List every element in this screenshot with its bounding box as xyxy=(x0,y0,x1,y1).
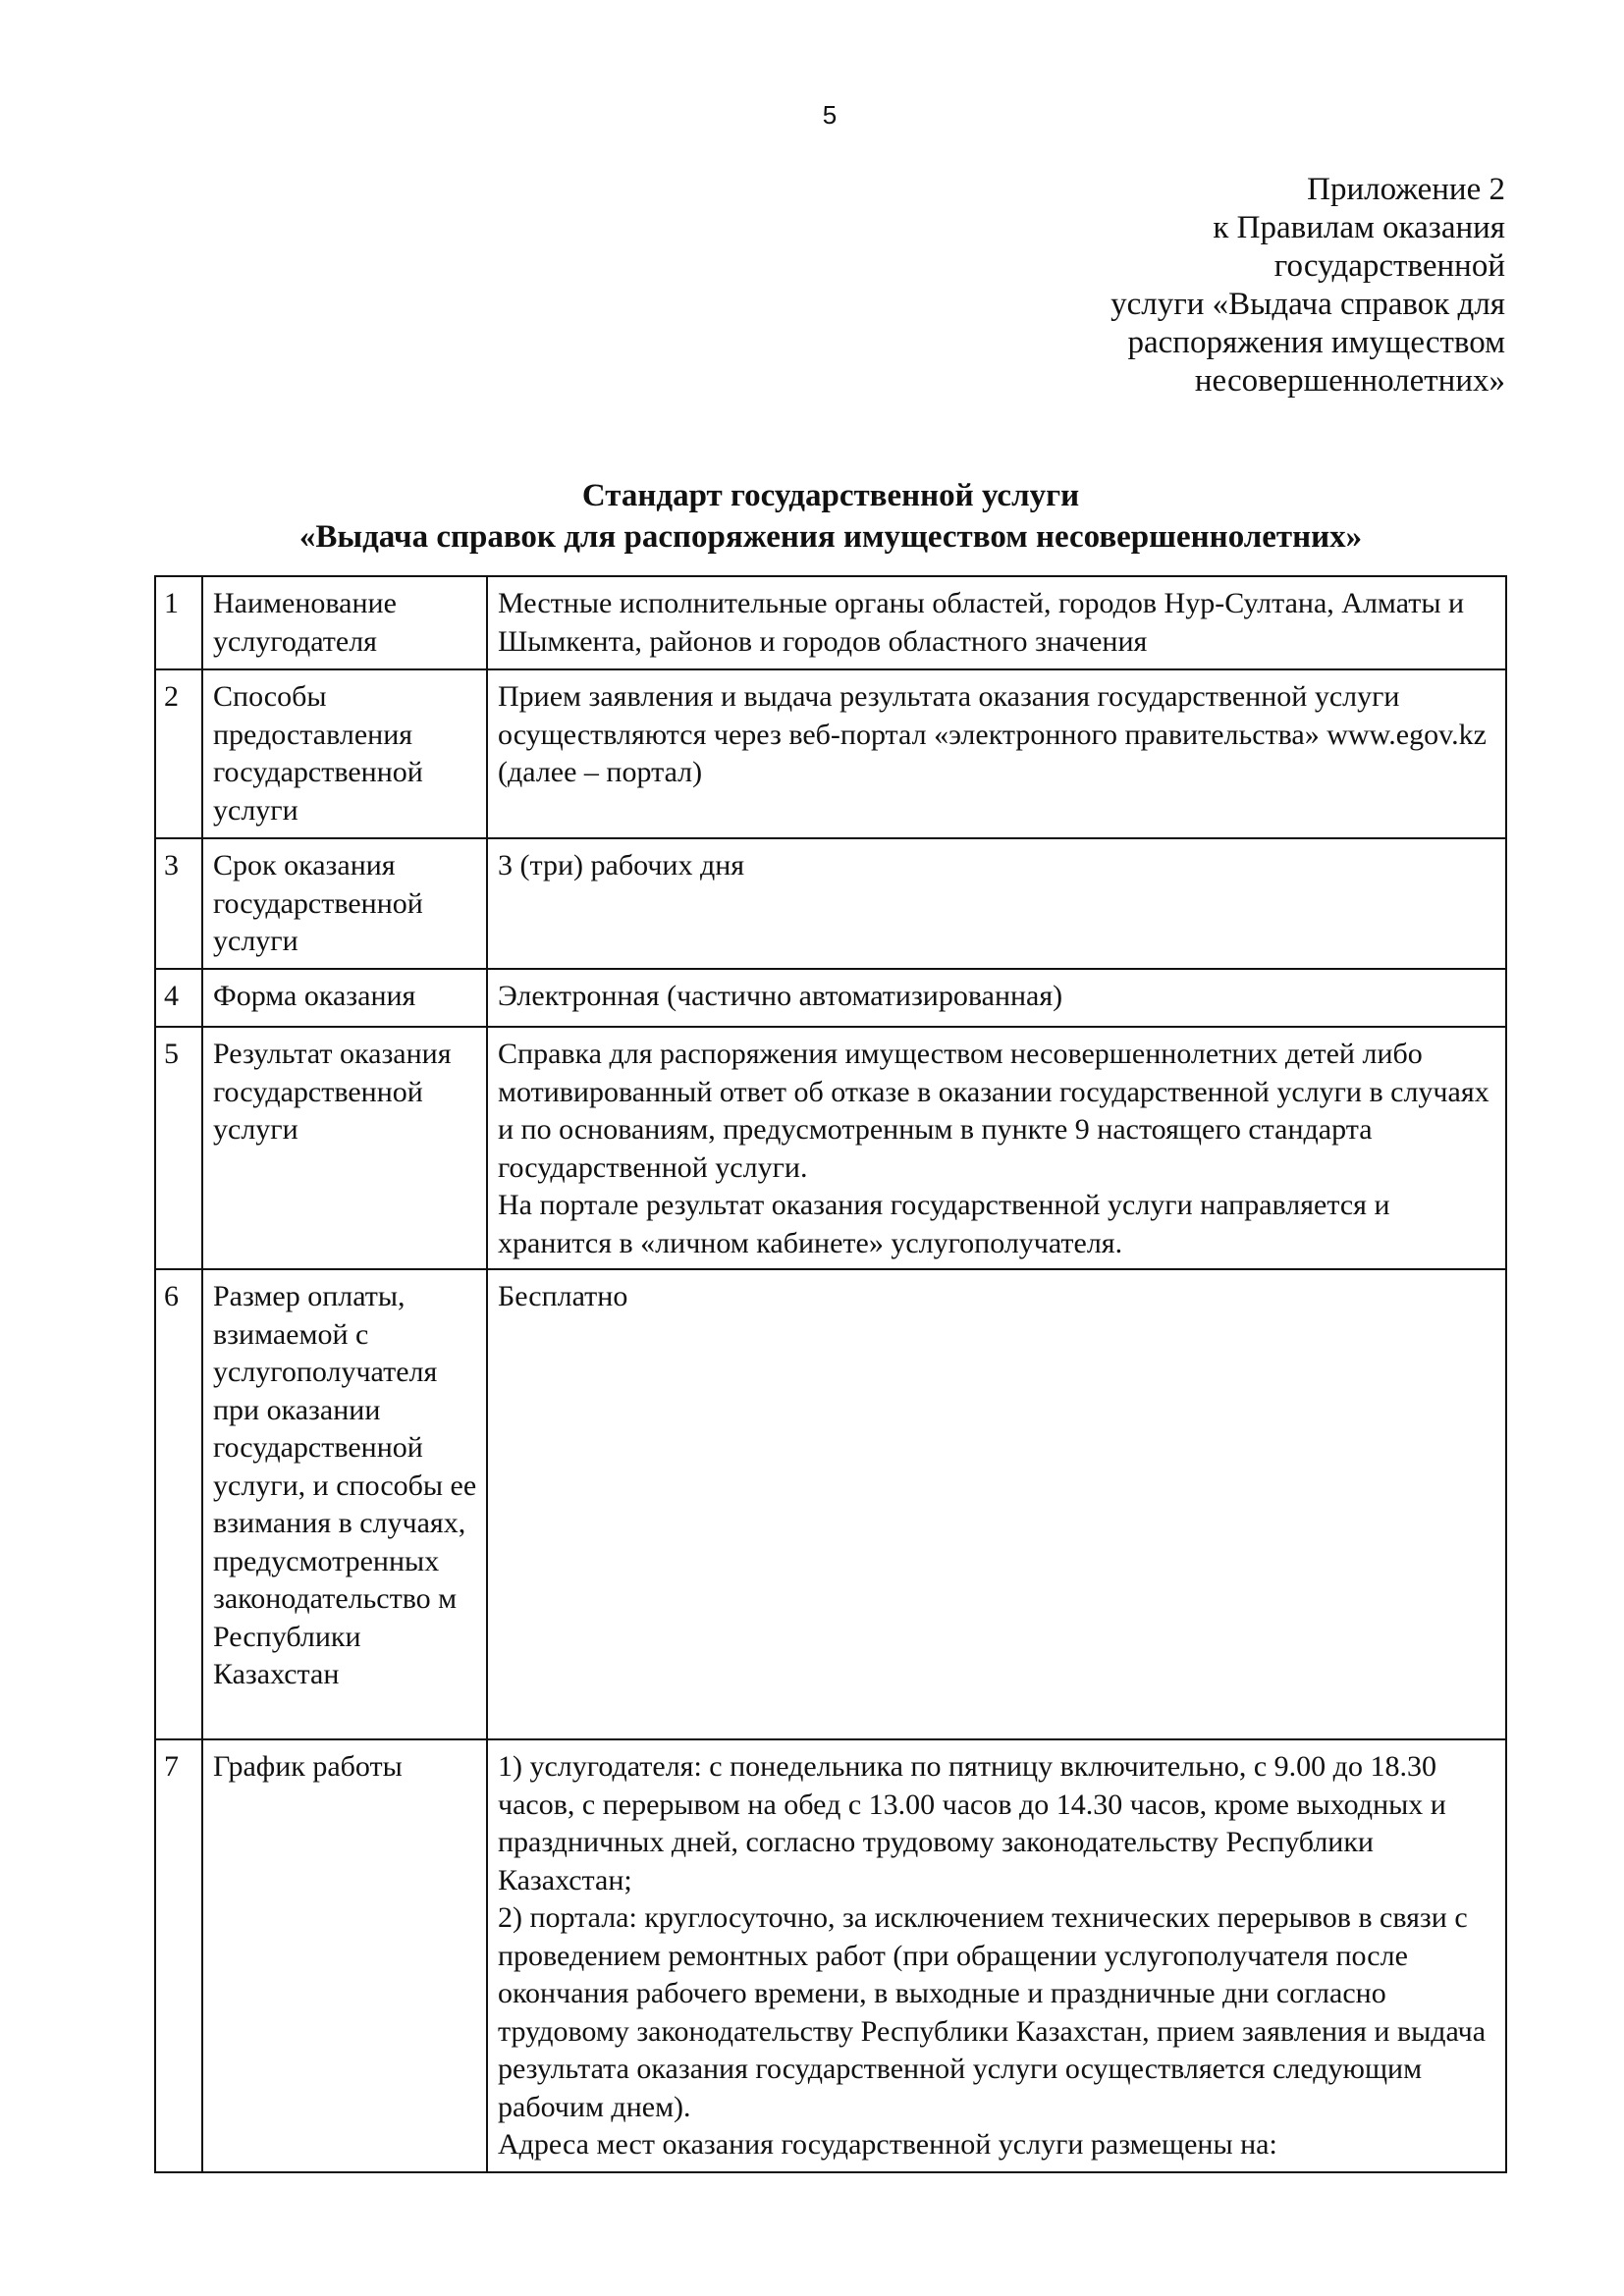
table-row xyxy=(155,1269,1506,1739)
row-value xyxy=(487,969,1506,1027)
table-row xyxy=(155,1739,1506,2172)
row-number: 6 xyxy=(155,1269,202,1739)
value-paragraph: Электронная (частично автоматизированная) xyxy=(498,980,1063,1012)
value-paragraph: 2) портала: круглосуточно, за исключением технических перерывов в связи с проведением ремонтных работ (при обращении услугополучателя после окончания рабочего времени, в выходные и праздничные дни согласно трудовому законодательству Республики Казахстан, прием заявления и выдача результата оказания государственной услуги осуществляется следующим рабочим днем). xyxy=(498,1901,1487,2123)
page-number: 5 xyxy=(822,100,838,130)
row-value xyxy=(487,1269,1506,1739)
value-paragraph: На портале результат оказания государственной услуги направляется и хранится в «личном кабинете» услугополучателя. xyxy=(498,1189,1390,1259)
appendix-line: государственной xyxy=(1273,248,1505,284)
value-paragraph: 3 (три) рабочих дня xyxy=(498,849,745,881)
table-row xyxy=(155,838,1506,969)
appendix-line: услуги «Выдача справок для xyxy=(1110,287,1505,322)
appendix-line: Приложение 2 xyxy=(1307,172,1505,207)
row-value xyxy=(487,1739,1506,2172)
table-row xyxy=(155,669,1506,838)
standard-table xyxy=(154,575,1507,2173)
row-number: 7 xyxy=(155,1739,202,2172)
row-number: 5 xyxy=(155,1027,202,1269)
row-value xyxy=(487,669,1506,838)
table-row xyxy=(155,1027,1506,1269)
row-name: Способы предоставления государственной услуги xyxy=(202,669,487,838)
title-line-1: Стандарт государственной услуги xyxy=(581,478,1080,513)
row-value xyxy=(487,1027,1506,1269)
appendix-header xyxy=(1110,171,1505,400)
value-paragraph: Местные исполнительные органы областей, городов Нур-Султана, Алматы и Шымкента, районов и городов областного значения xyxy=(498,587,1465,658)
row-number: 1 xyxy=(155,576,202,669)
row-number: 3 xyxy=(155,838,202,969)
appendix-line: распоряжения имуществом xyxy=(1127,325,1505,360)
document-title xyxy=(154,475,1507,558)
value-paragraph: Бесплатно xyxy=(498,1280,628,1312)
row-number: 4 xyxy=(155,969,202,1027)
title-line-2: «Выдача справок для распоряжения имуществом несовершеннолетних» xyxy=(298,519,1363,555)
value-paragraph: Адреса мест оказания государственной услуги размещены на: xyxy=(498,2128,1277,2161)
row-name: График работы xyxy=(202,1739,487,2172)
appendix-line: к Правилам оказания xyxy=(1213,210,1505,245)
value-paragraph: Прием заявления и выдача результата оказания государственной услуги осуществляются через веб-портал «электронного правительства» www.egov.kz (далее – портал) xyxy=(498,680,1487,788)
row-name: Форма оказания xyxy=(202,969,487,1027)
row-name: Результат оказания государственной услуги xyxy=(202,1027,487,1269)
row-value xyxy=(487,838,1506,969)
row-value xyxy=(487,576,1506,669)
appendix-line: несовершеннолетних» xyxy=(1194,363,1505,399)
value-paragraph: 1) услугодателя: с понедельника по пятницу включительно, с 9.00 до 18.30 часов, с перерывом на обед с 13.00 часов до 14.30 часов, кроме выходных и праздничных дней, согласно трудовому законодательству Республики Казахстан; xyxy=(498,1750,1446,1896)
table-row xyxy=(155,969,1506,1027)
row-name: Наименование услугодателя xyxy=(202,576,487,669)
table-row xyxy=(155,576,1506,669)
row-name: Срок оказания государственной услуги xyxy=(202,838,487,969)
value-paragraph: Справка для распоряжения имуществом несовершеннолетних детей либо мотивированный ответ об отказе в оказании государственной услуги в случаях и по основаниям, предусмотренным в пункте 9 настоящего стандарта государственной услуги. xyxy=(498,1038,1489,1184)
row-name: Размер оплаты, взимаемой с услугополучателя при оказании государственной услуги, и способы ее взимания в случаях, предусмотренных законодательство м Республики Казахстан xyxy=(202,1269,487,1739)
row-number: 2 xyxy=(155,669,202,838)
